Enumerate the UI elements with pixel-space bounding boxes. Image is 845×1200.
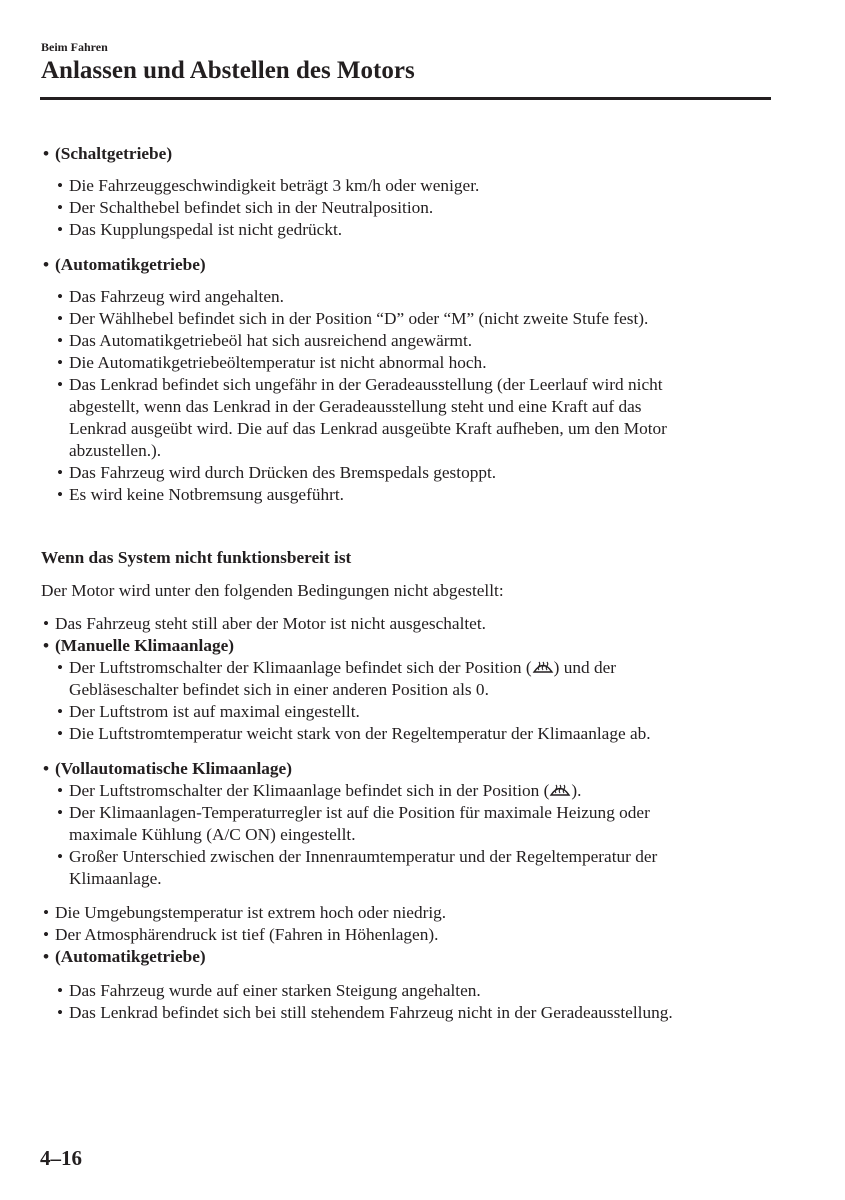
list-item <box>57 657 616 679</box>
list-item-continuation: abzustellen.). <box>69 441 162 460</box>
list-item <box>57 980 481 1002</box>
bullet: • <box>57 847 64 866</box>
heading-text: (Schaltgetriebe) <box>55 144 173 163</box>
bullet: • <box>57 331 64 350</box>
list-item <box>57 175 479 197</box>
group-heading-auto-ac <box>43 758 292 780</box>
heading-text: (Automatikgetriebe) <box>55 947 206 966</box>
heading-text: (Automatikgetriebe) <box>55 255 206 274</box>
bullet: • <box>57 724 64 743</box>
title-divider <box>40 97 771 100</box>
item-text: Der Luftstromschalter der Klimaanlage befindet sich der Position ( <box>69 658 532 677</box>
item-text: Der Atmosphärendruck ist tief (Fahren in Höhenlagen). <box>55 925 439 944</box>
list-item <box>57 780 581 802</box>
item-text: Der Luftstrom ist auf maximal eingestellt. <box>69 702 360 721</box>
list-item <box>57 197 433 219</box>
intro-text: Der Motor wird unter den folgenden Bedingungen nicht abgestellt: <box>41 581 504 600</box>
bullet: • <box>57 803 64 822</box>
list-item-continuation: maximale Kühlung (A/C ON) eingestellt. <box>69 825 356 844</box>
list-item-continuation: Gebläseschalter befindet sich in einer anderen Position als 0. <box>69 680 489 699</box>
list-item <box>57 374 663 396</box>
bullet: • <box>43 759 50 778</box>
group-heading-automatic-transmission <box>43 254 206 276</box>
list-item <box>57 352 487 374</box>
bullet: • <box>57 658 64 677</box>
list-item <box>57 308 648 330</box>
bullet: • <box>57 485 64 504</box>
group-heading-manual-transmission <box>43 143 172 165</box>
list-item <box>57 219 342 241</box>
list-item <box>57 701 360 723</box>
item-text: Das Lenkrad befindet sich ungefähr in der Geradeausstellung (der Leerlauf wird nicht <box>69 375 663 394</box>
list-item <box>57 1002 673 1024</box>
item-text: Es wird keine Notbremsung ausgeführt. <box>69 485 344 504</box>
heading-text: (Manuelle Klimaanlage) <box>55 636 235 655</box>
bullet: • <box>57 1003 64 1022</box>
item-text: Die Luftstromtemperatur weicht stark von der Regeltemperatur der Klimaanlage ab. <box>69 724 651 743</box>
list-item <box>43 924 438 946</box>
list-item <box>57 462 496 484</box>
item-text: Die Fahrzeuggeschwindigkeit beträgt 3 km/h oder weniger. <box>69 176 480 195</box>
bullet: • <box>57 198 64 217</box>
bullet: • <box>57 375 64 394</box>
item-text-tail: ). <box>571 781 582 800</box>
bullet: • <box>43 255 50 274</box>
list-item-continuation: abgestellt, wenn das Lenkrad in der Geradeausstellung steht und eine Kraft auf das <box>69 397 642 416</box>
item-text: Das Automatikgetriebeöl hat sich ausreichend angewärmt. <box>69 331 473 350</box>
item-text: Der Wählhebel befindet sich in der Position “D” oder “M” (nicht zweite Stufe fest). <box>69 309 649 328</box>
list-item-continuation: Klimaanlage. <box>69 869 162 888</box>
item-text: Das Lenkrad befindet sich bei still stehendem Fahrzeug nicht in der Geradeausstellung. <box>69 1003 673 1022</box>
item-text: Die Umgebungstemperatur ist extrem hoch oder niedrig. <box>55 903 447 922</box>
list-item <box>57 286 284 308</box>
bullet: • <box>57 463 64 482</box>
item-text: Das Fahrzeug wird durch Drücken des Bremspedals gestoppt. <box>69 463 497 482</box>
subheading: Wenn das System nicht funktionsbereit ist <box>41 548 352 567</box>
list-item <box>57 723 651 745</box>
item-text: Das Kupplungspedal ist nicht gedrückt. <box>69 220 343 239</box>
list-item <box>57 802 650 824</box>
bullet: • <box>57 981 64 1000</box>
bullet: • <box>43 925 50 944</box>
group-heading-automatic-transmission-2 <box>43 946 206 968</box>
item-text: Das Fahrzeug wird angehalten. <box>69 287 284 306</box>
item-text: Der Klimaanlagen-Temperaturregler ist auf die Position für maximale Heizung oder <box>69 803 650 822</box>
bullet: • <box>57 702 64 721</box>
bullet: • <box>43 614 50 633</box>
list-item <box>57 846 657 868</box>
bullet: • <box>57 220 64 239</box>
item-text-tail: ) und der <box>553 658 617 677</box>
bullet: • <box>43 947 50 966</box>
item-text: Die Automatikgetriebeöltemperatur ist nicht abnormal hoch. <box>69 353 487 372</box>
item-text: Der Luftstromschalter der Klimaanlage befindet sich in der Position ( <box>69 781 550 800</box>
item-text: Der Schalthebel befindet sich in der Neutralposition. <box>69 198 434 217</box>
bullet: • <box>57 287 64 306</box>
group-heading-manual-ac <box>43 635 234 657</box>
heading-text: (Vollautomatische Klimaanlage) <box>55 759 292 778</box>
section-label: Beim Fahren <box>41 40 108 54</box>
bullet: • <box>43 636 50 655</box>
windshield-defroster-icon <box>532 658 554 676</box>
windshield-defroster-icon <box>549 781 571 799</box>
list-item <box>43 613 486 635</box>
bullet: • <box>57 176 64 195</box>
item-text: Das Fahrzeug wurde auf einer starken Steigung angehalten. <box>69 981 481 1000</box>
list-item <box>57 484 344 506</box>
item-text: Großer Unterschied zwischen der Innenraumtemperatur und der Regeltemperatur der <box>69 847 658 866</box>
bullet: • <box>57 781 64 800</box>
bullet: • <box>43 144 50 163</box>
list-item <box>57 330 472 352</box>
bullet: • <box>57 353 64 372</box>
bullet: • <box>57 309 64 328</box>
page-number: 4–16 <box>40 1146 82 1170</box>
item-text: Das Fahrzeug steht still aber der Motor ist nicht ausgeschaltet. <box>55 614 486 633</box>
bullet: • <box>43 903 50 922</box>
page-title: Anlassen und Abstellen des Motors <box>41 57 415 84</box>
list-item <box>43 902 446 924</box>
list-item-continuation: Lenkrad ausgeübt wird. Die auf das Lenkrad ausgeübte Kraft aufheben, um den Motor <box>69 419 667 438</box>
